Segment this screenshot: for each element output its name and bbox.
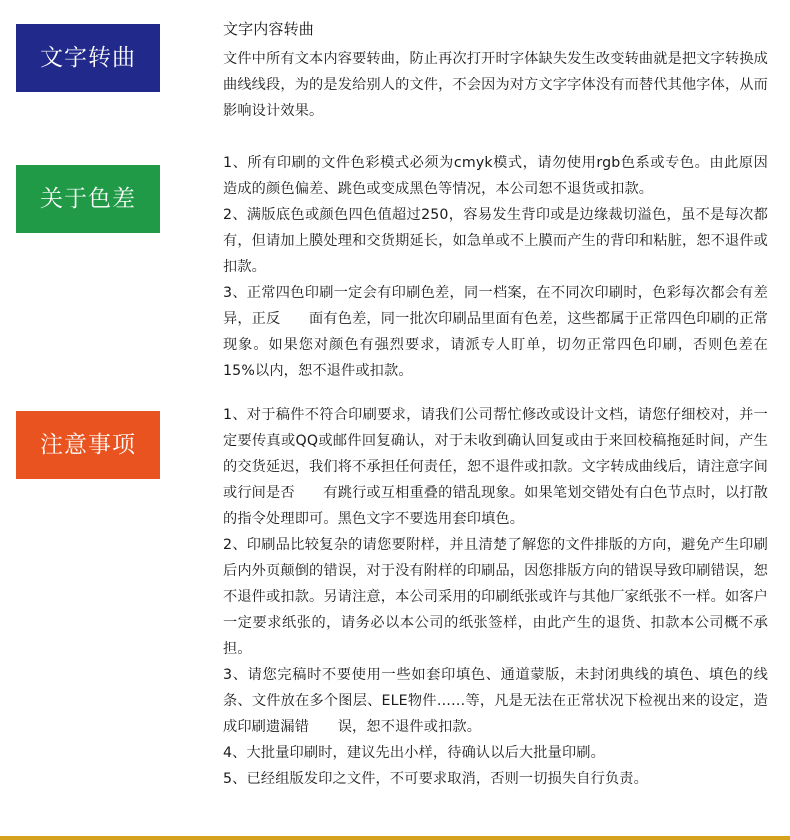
- section-color-difference: [223, 150, 768, 384]
- paragraph: 1、对于稿件不符合印刷要求，请我们公司帮忙修改或设计文档，请您仔细校对，并一定要传真或QQ或邮件回复确认，对于未收到确认回复或由于来回校稿拖延时间，产生的交货延迟，我们将不承担任何责任，恕不退件或扣款。文字转成曲线后，请注意字间或行间是否 有跳行或互相重叠的错乱现象。如果笔划交错处有白色节点时，以打散的指令处理即可。黑色文字不要选用套印填色。: [223, 407, 768, 527]
- label-notes: 注意事项: [16, 411, 160, 479]
- label-text-outline: 文字转曲: [16, 24, 160, 92]
- label-color-difference: 关于色差: [16, 165, 160, 233]
- section-title: 文字内容转曲: [223, 20, 314, 38]
- paragraph: 文件中所有文本内容要转曲，防止再次打开时字体缺失发生改变转曲就是把文字转换成曲线线段，为的是发给别人的文件，不会因为对方文字字体没有而替代其他字体，从而影响设计效果。: [223, 51, 768, 119]
- section-text-outline: [223, 14, 768, 124]
- paragraph: 5、已经组版发印之文件，不可要求取消，否则一切损失自行负责。: [223, 771, 648, 787]
- paragraph: 1、所有印刷的文件色彩模式必须为cmyk模式，请勿使用rgb色系或专色。由此原因造成的颜色偏差、跳色或变成黑色等情况，本公司恕不退货或扣款。: [223, 155, 768, 197]
- paragraph: 3、正常四色印刷一定会有印刷色差，同一档案，在不同次印刷时，色彩每次都会有差异，正反 面有色差，同一批次印刷品里面有色差，这些都属于正常四色印刷的正常现象。如果您对颜色有强烈要求，请派专人盯单，切勿正常四色印刷，否则色差在15%以内，恕不退件或扣款。: [223, 285, 768, 379]
- paragraph: 4、大批量印刷时，建议先出小样，待确认以后大批量印刷。: [223, 745, 605, 761]
- paragraph: 2、印刷品比较复杂的请您要附样，并且清楚了解您的文件排版的方向，避免产生印刷后内外页颠倒的错误，对于没有附样的印刷品，因您排版方向的错误导致印刷错误，恕不退件或扣款。另请注意，本公司采用的印刷纸张或许与其他厂家纸张不一样。如客户一定要求纸张的，请务必以本公司的纸张签样，由此产生的退货、扣款本公司概不承担。: [223, 537, 768, 657]
- paragraph: 3、请您完稿时不要使用一些如套印填色、通道蒙版，未封闭典线的填色、填色的线条、文件放在多个图层、ELE物件……等，凡是无法在正常状况下检视出来的设定，造成印刷遗漏错 误，恕不退件或扣款。: [223, 667, 768, 735]
- section-notes: [223, 402, 768, 792]
- paragraph: 2、满版底色或颜色四色值超过250，容易发生背印或是边缘裁切溢色，虽不是每次都有，但请加上膜处理和交货期延长，如急单或不上膜而产生的背印和粘脏，恕不退件或扣款。: [223, 207, 768, 275]
- footer-bar: [0, 836, 790, 840]
